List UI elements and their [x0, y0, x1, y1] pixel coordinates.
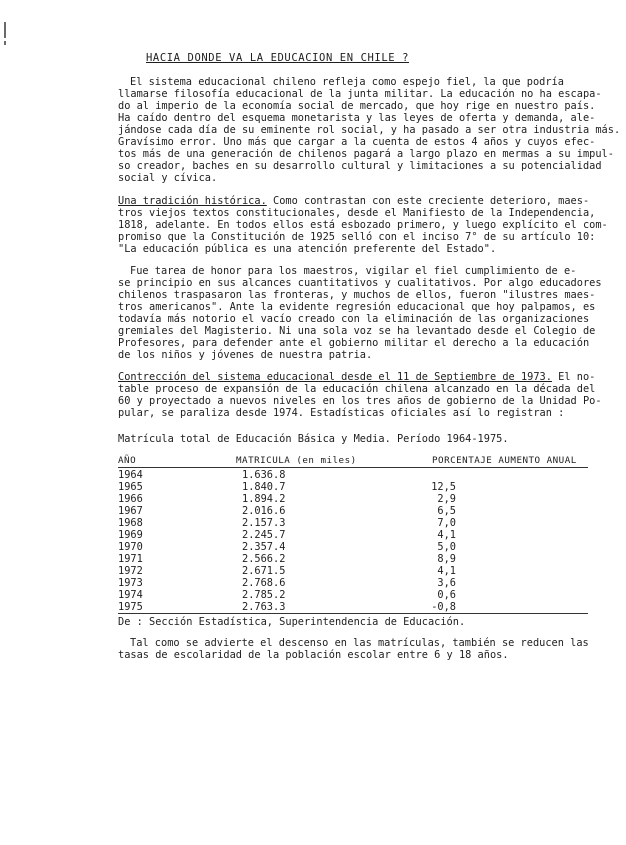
table-row — [118, 601, 588, 613]
table-row — [118, 589, 588, 601]
text-line: promiso que la Constitución de 1925 selló con el inciso 7° de su artículo 10: — [118, 231, 596, 243]
enrollment-cell: 2.566.2 — [242, 553, 286, 565]
text-line: do al imperio de la economía social de mercado, que hoy rige en nuestro país. — [118, 100, 596, 112]
table-row — [118, 493, 588, 505]
year-cell: 1975 — [118, 601, 143, 613]
enrollment-cell: 2.357.4 — [242, 541, 286, 553]
growth-cell: 2,9 — [437, 493, 456, 505]
text-line — [118, 195, 589, 207]
table-row — [118, 529, 588, 541]
text-line: gremiales del Magisterio. Ni una sola voz se ha levantado desde el Colegio de — [118, 325, 596, 337]
text-line: pular, se paraliza desde 1974. Estadísticas oficiales así lo registran : — [118, 407, 565, 419]
growth-cell: 0,6 — [437, 589, 456, 601]
text-line: tos más de una generación de chilenos pagará a largo plazo en mermas a su impul- — [118, 148, 614, 160]
table-row — [118, 553, 588, 565]
text-line: jándose cada día de su eminente rol social, y ha pasado a ser otra industria más. — [118, 124, 621, 136]
document-title: HACIA DONDE VA LA EDUCACION EN CHILE ? — [146, 52, 410, 64]
text-line: social y cívica. — [118, 172, 218, 184]
table-row — [118, 565, 588, 577]
table-row — [118, 481, 588, 493]
scan-edge-mark — [4, 22, 6, 38]
enrollment-cell: 2.785.2 — [242, 589, 286, 601]
table-row — [118, 517, 588, 529]
header-rule — [118, 467, 588, 468]
text-line: "La educación pública es una atención preferente del Estado". — [118, 243, 497, 255]
text-line: 60 y proyectado a nuevos niveles en los tres años de gobierno de la Unidad Po- — [118, 395, 602, 407]
text-line: llamarse filosofía educacional de la junta militar. La educación no ha escapa- — [118, 88, 602, 100]
year-cell: 1969 — [118, 529, 143, 541]
text-line — [118, 371, 595, 383]
text-fragment: Como contrastan con este creciente deterioro, maes- — [266, 195, 590, 207]
section-heading: Una tradición histórica. — [118, 195, 267, 207]
column-header-growth: PORCENTAJE AUMENTO ANUAL — [432, 455, 577, 466]
footer-rule — [118, 613, 588, 614]
text-line: table proceso de expansión de la educación chilena alcanzado en la década del — [118, 383, 596, 395]
growth-cell: 8,9 — [437, 553, 456, 565]
text-line: El sistema educacional chileno refleja como espejo fiel, la que podría — [130, 76, 564, 88]
table-caption: Matrícula total de Educación Básica y Media. Período 1964-1975. — [118, 433, 509, 445]
year-cell: 1968 — [118, 517, 143, 529]
enrollment-cell: 2.245.7 — [242, 529, 286, 541]
table-row — [118, 541, 588, 553]
column-header-enrollment: MATRICULA (en miles) — [236, 455, 357, 466]
enrollment-cell: 2.016.6 — [242, 505, 286, 517]
text-line: se principio en sus alcances cuantitativos y cualitativos. Por algo educadores — [118, 277, 602, 289]
text-line: 1818, adelante. En todos ellos está esbozado primero, y luego explícito el com- — [118, 219, 608, 231]
growth-cell: 4,1 — [437, 529, 456, 541]
year-cell: 1971 — [118, 553, 143, 565]
text-line: Profesores, para defender ante el gobierno militar el derecho a la educación — [118, 337, 590, 349]
enrollment-cell: 2.157.3 — [242, 517, 286, 529]
enrollment-cell: 2.768.6 — [242, 577, 286, 589]
text-line: Gravísimo error. Uno más que cargar a la cuenta de estos 4 años y cuyos efec- — [118, 136, 596, 148]
text-fragment: El no- — [551, 371, 596, 383]
text-line: Fue tarea de honor para los maestros, vigilar el fiel cumplimiento de e- — [130, 265, 577, 277]
growth-cell: 12,5 — [431, 481, 456, 493]
table-row — [118, 469, 588, 481]
text-line: Ha caído dentro del esquema monetarista y las leyes de oferta y demanda, ale- — [118, 112, 596, 124]
year-cell: 1970 — [118, 541, 143, 553]
enrollment-cell: 2.763.3 — [242, 601, 286, 613]
year-cell: 1972 — [118, 565, 143, 577]
enrollment-cell: 2.671.5 — [242, 565, 286, 577]
text-line: chilenos traspasaron las fronteras, y muchos de ellos, fueron "ilustres maes- — [118, 289, 596, 301]
column-header-year: AÑO — [118, 455, 137, 466]
growth-cell: 3,6 — [437, 577, 456, 589]
enrollment-cell: 1.840.7 — [242, 481, 286, 493]
text-line: de los niños y jóvenes de nuestra patria. — [118, 349, 373, 361]
growth-cell: 7,0 — [437, 517, 456, 529]
text-line: tros americanos". Ante la evidente regresión educacional que hoy palpamos, es — [118, 301, 596, 313]
scan-edge-mark — [4, 41, 6, 45]
year-cell: 1966 — [118, 493, 143, 505]
year-cell: 1974 — [118, 589, 143, 601]
year-cell: 1973 — [118, 577, 143, 589]
year-cell: 1964 — [118, 469, 143, 481]
table-row — [118, 577, 588, 589]
enrollment-cell: 1.636.8 — [242, 469, 286, 481]
growth-cell: 4,1 — [437, 565, 456, 577]
year-cell: 1965 — [118, 481, 143, 493]
growth-cell: 5,0 — [437, 541, 456, 553]
source-note: De : Sección Estadística, Superintendencia de Educación. — [118, 616, 466, 628]
text-line: Tal como se advierte el descenso en las matrículas, también se reducen las — [130, 637, 589, 649]
text-line: todavía más notorio el vacío creado con la eliminación de las organizaciones — [118, 313, 590, 325]
growth-cell: 6,5 — [437, 505, 456, 517]
year-cell: 1967 — [118, 505, 143, 517]
text-line: tasas de escolaridad de la población escolar entre 6 y 18 años. — [118, 649, 509, 661]
table-row — [118, 505, 588, 517]
text-line: tros viejos textos constitucionales, desde el Manifiesto de la Independencia, — [118, 207, 596, 219]
section-heading: Contrección del sistema educacional desde el 11 de Septiembre de 1973. — [118, 371, 552, 383]
growth-cell: -0,8 — [431, 601, 456, 613]
enrollment-cell: 1.894.2 — [242, 493, 286, 505]
text-line: so creador, baches en su desarrollo cultural y limitaciones a su potencialidad — [118, 160, 602, 172]
